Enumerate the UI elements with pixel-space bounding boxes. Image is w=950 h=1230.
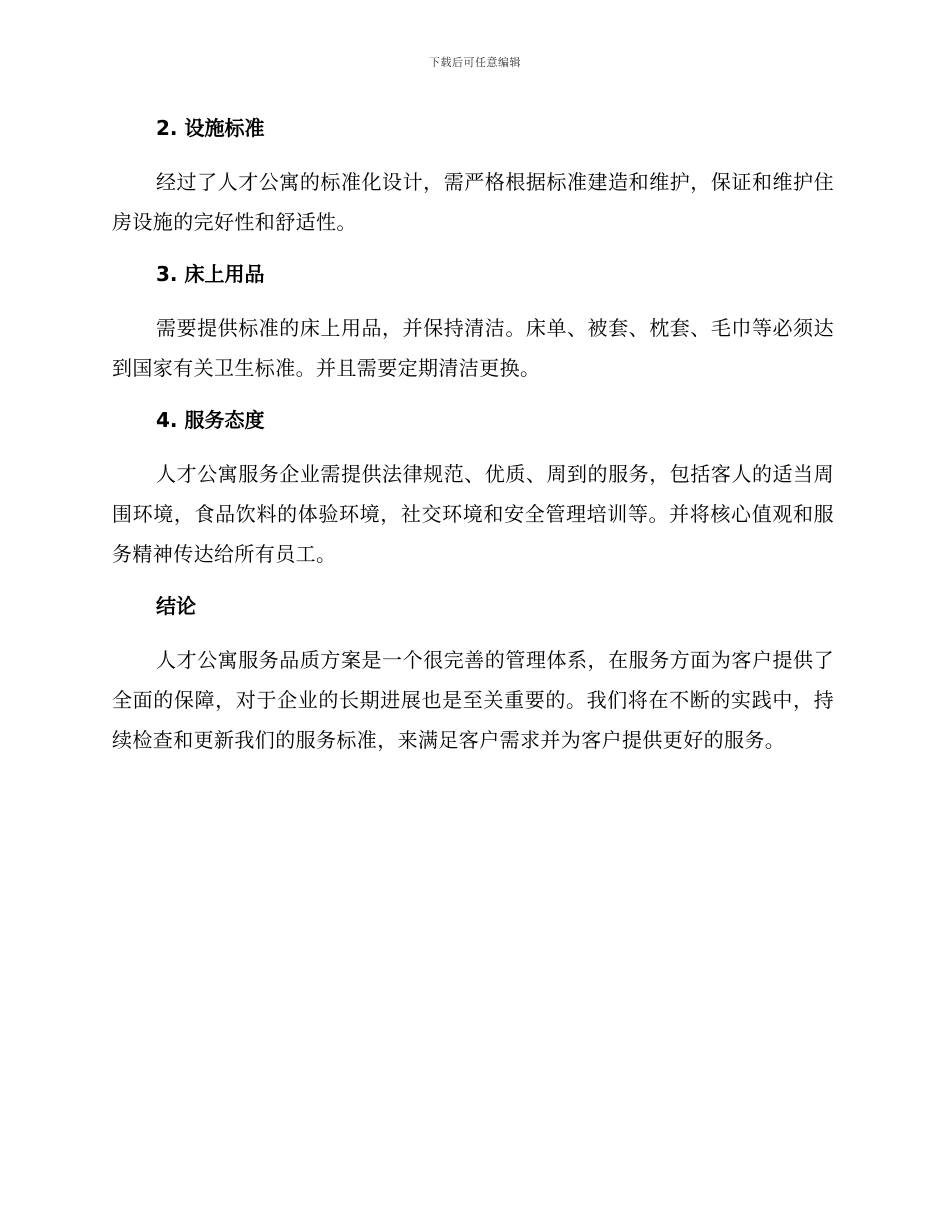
- paragraph-conclusion: 人才公寓服务品质方案是一个很完善的管理体系，在服务方面为客户提供了全面的保障，对于企业的长期进展也是至关重要的。我们将在不断的实践中，持续检查和更新我们的服务标准，来满足客户需求并为客户提供更好的服务。: [112, 648, 834, 752]
- section-heading-bedding: 3. 床上用品: [156, 262, 265, 286]
- paragraph-bedding: 需要提供标准的床上用品，并保持清洁。床单、被套、枕套、毛巾等必须达到国家有关卫生标准。并且需要定期清洁更换。: [112, 316, 834, 380]
- section-heading-service-attitude: 4. 服务态度: [156, 408, 265, 432]
- paragraph-facility-standards: 经过了人才公寓的标准化设计，需严格根据标准建造和维护，保证和维护住房设施的完好性和舒适性。: [112, 170, 834, 234]
- document-body: [112, 112, 834, 776]
- header-note: 下载后可任意编辑: [429, 56, 521, 69]
- section-heading-facility-standards: 2. 设施标准: [156, 116, 265, 140]
- paragraph-service-attitude: 人才公寓服务企业需提供法律规范、优质、周到的服务，包括客人的适当周围环境，食品饮料的体验环境，社交环境和安全管理培训等。并将核心值观和服务精神传达给所有员工。: [112, 462, 834, 566]
- section-heading-conclusion: 结论: [156, 594, 196, 618]
